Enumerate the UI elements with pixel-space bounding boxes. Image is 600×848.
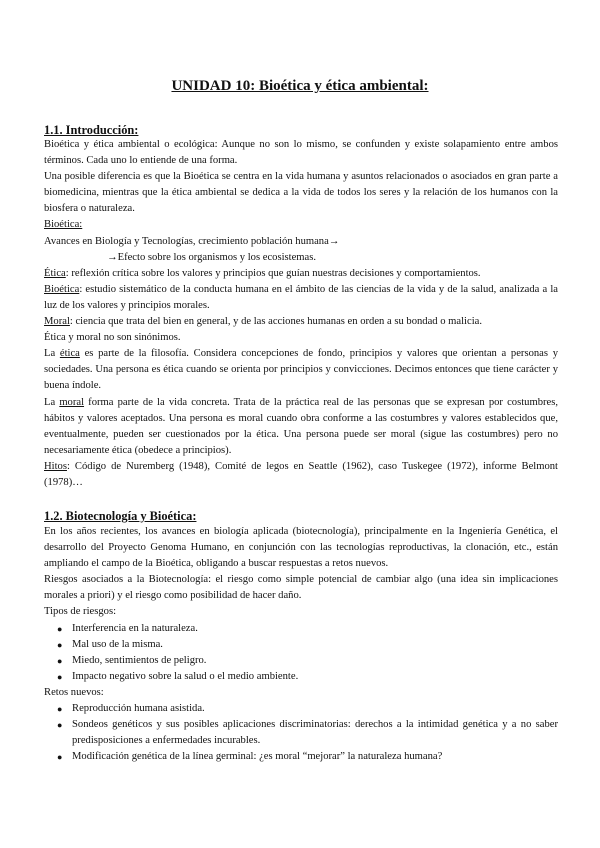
list-item-text: Sondeos genéticos y sus posibles aplicaciones discriminatorias: derechos a la intimidad genética y a no saber predisposiciones a enfermedades incurables. [72, 719, 558, 747]
list-item-text: Impacto negativo sobre la salud o el medio ambiente. [72, 670, 299, 682]
term-moral-par: moral [59, 396, 85, 408]
list-item [44, 749, 558, 765]
moral-par-text: forma parte de la vida concreta. Trata de la práctica real de las personas que se expresan por costumbres, hábitos y valores aceptados. Una persona es moral cuando obra conforme a las costumbres y valores establecidos que, eventualmente, pueden ser cuestionados por la ética. Una persona puede ser moral (sigue las costumbres) pero no necesariamente ética (obedece a principios). [44, 396, 558, 456]
retos-list [44, 701, 558, 765]
list-item [44, 621, 558, 637]
list-item [44, 717, 558, 749]
section-introduccion-body [44, 137, 558, 491]
def-etica: : reflexión crítica sobre los valores y principios que guían nuestras decisiones y comportamientos. [65, 267, 481, 279]
list-item-text: Reproducción humana asistida. [72, 703, 205, 715]
bullet-icon: ● [57, 655, 63, 666]
no-sinonimos-line: Ética y moral no son sinónimos. [44, 332, 181, 344]
list-item [44, 653, 558, 669]
term-etica: Ética [44, 267, 66, 279]
def-hitos: : Código de Nuremberg (1948), Comité de legos en Seattle (1962), caso Tuskegee (1972), informe Belmont (1978)… [44, 460, 558, 488]
definition-bioetica [44, 282, 558, 314]
etica-par-text: es parte de la filosofía. Considera concepciones de fondo, principios y valores que orientan a personas y sociedades. Una persona es ética cuando se orienta por principios y convicciones. Decimos entonces que tiene carácter y buena índole. [44, 348, 558, 392]
section-heading-introduccion: 1.1. Introducción: [44, 123, 139, 137]
paragraph-definicion: Bioética y ética ambiental o ecológica: Aunque no son lo mismo, se confunden y existe solapamiento entre ambos términos. Cada uno lo entiende de una forma. [44, 139, 558, 167]
definition-moral [44, 314, 558, 330]
definition-etica [44, 266, 558, 282]
paragraph-moral [44, 395, 558, 459]
bullet-icon: ● [57, 623, 63, 634]
term-moral: Moral [44, 316, 70, 328]
paragraph-avances: En los años recientes, los avances en biología aplicada (biotecnología), principalmente en la Ingeniería Genética, el desarrollo del Proyecto Genoma Humano, en conjunción con las tecnologías reproductivas, la clonación, etc., están ampliando el campo de la Bioética, obligando a buscar respuestas a retos nuevos. [44, 526, 558, 570]
list-item [44, 669, 558, 685]
list-item-text: Mal uso de la misma. [72, 638, 163, 650]
paragraph-riesgos: Riesgos asociados a la Biotecnología: el riesgo como simple potencial de cambiar algo (una idea sin implicaciones morales a priori) y el riesgo como posibilidad de hacer daño. [44, 574, 558, 602]
list-item-text: Modificación genética de la línea germinal: ¿es moral “mejorar” la naturaleza humana? [72, 751, 443, 763]
def-moral: : ciencia que trata del bien en general, y de las acciones humanas en orden a su bondad o malicia. [69, 316, 482, 328]
paragraph-hitos [44, 459, 558, 491]
moral-par-prefix: La [44, 396, 60, 408]
tipos-riesgos-label: Tipos de riesgos: [44, 606, 117, 618]
riesgos-list [44, 621, 558, 685]
list-item-text: Miedo, sentimientos de peligro. [72, 654, 207, 666]
paragraph-diferencia: Una posible diferencia es que la Bioética se centra en la vida humana y asuntos relacionados o asociados en gran parte a biomedicina, mientras que la ética ambiental se dedica a la vida de todos los seres y la relación de los humanos con la biosfera o naturaleza. [44, 171, 558, 215]
bullet-icon: ● [57, 671, 63, 682]
bullet-icon: ● [57, 704, 63, 715]
avances-line: Avances en Biología y Tecnologías, crecimiento población humana→ [44, 235, 340, 247]
bullet-icon: ● [57, 639, 63, 650]
def-bioetica: : estudio sistemático de la conducta humana en el ámbito de las ciencias de la vida y de la salud, analizada a la luz de los valores y principios morales. [44, 283, 558, 311]
etica-par-prefix: La [44, 348, 60, 360]
retos-nuevos-label: Retos nuevos: [44, 686, 104, 698]
page-title: UNIDAD 10: Bioética y ética ambiental: [171, 78, 429, 94]
efecto-line: →Efecto sobre los organismos y los ecosistemas. [107, 251, 316, 263]
paragraph-etica [44, 346, 558, 394]
list-item [44, 701, 558, 717]
section-biotecnologia-body [44, 524, 558, 765]
section-heading-biotecnologia: 1.2. Biotecnología y Bioética: [44, 509, 197, 523]
list-item-text: Interferencia en la naturaleza. [72, 622, 198, 634]
term-bioetica: Bioética [44, 283, 80, 295]
term-etica-par: ética [59, 348, 80, 360]
bioetica-label: Bioética: [44, 219, 83, 231]
list-item [44, 637, 558, 653]
bullet-icon: ● [57, 752, 63, 763]
term-hitos: Hitos [44, 460, 67, 472]
bullet-icon: ● [57, 720, 63, 731]
